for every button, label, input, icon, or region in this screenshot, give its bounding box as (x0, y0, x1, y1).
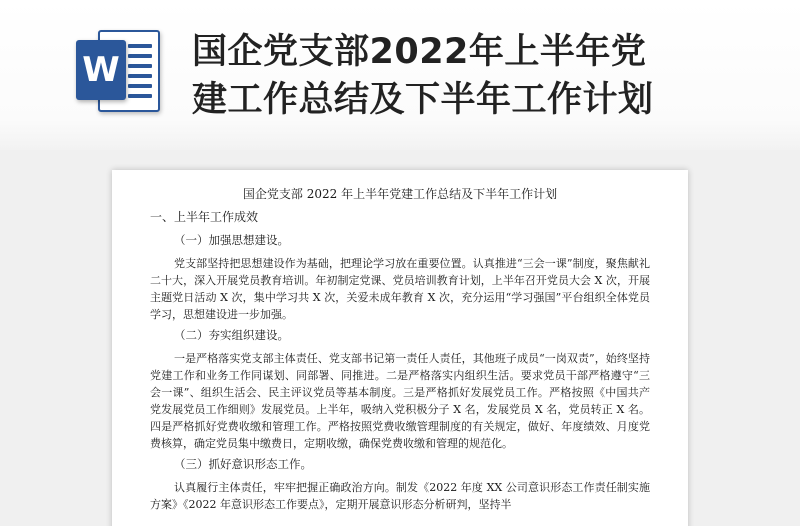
subsection-heading-3: （三）抓好意识形态工作。 (174, 457, 312, 471)
page-title (192, 28, 712, 124)
page-title-line-1: 国企党支部2022年上半年党 (192, 32, 647, 72)
subsection-heading-1: （一）加强思想建设。 (174, 233, 289, 247)
paragraph-2: 一是严格落实党支部主体责任、党支部书记第一责任人责任，其他班子成员“一岗双责”，始终坚持党建工作和业务工作同谋划、同部署、同推进。二是严格落实内组织生活。要求党员干部严格遵守“三会一课”、组织生活会、民主评议党员等基本制度。三是严格抓好发展党员工作。严格按照《中国共产党发展党员工作细则》发展党员。上半年，吸纳入党积极分子 X 名，发展党员 X 名，党员转正 X 名。四是严格抓好党费收缴和管理工作。严格按照党费收缴管理制度的有关规定，做好、年度绩效、月度党费核算，确定党员集中缴费日，定期收缴，确保党费收缴和管理的规范化。 (150, 352, 650, 450)
header-banner (0, 0, 800, 150)
paragraph-1: 党支部坚持把思想建设作为基础，把理论学习放在重要位置。认真推进“三会一课”制度，聚焦献礼二十大，深入开展党员教育培训。年初制定党课、党员培训教育计划，上半年召开党员大会 X 次，开展主题党日活动 X 次，集中学习共 X 次，关爱未成年教育 X 次，充分运用“学习强国”平台组织全体党员学习，思想建设进一步加强。 (150, 257, 650, 321)
subsection-heading-2: （二）夯实组织建设。 (174, 328, 289, 342)
document-title: 国企党支部 2022 年上半年党建工作总结及下半年工作计划 (242, 187, 558, 201)
paragraph-3: 认真履行主体责任，牢牢把握正确政治方向。制发《2022 年度 XX 公司意识形态工作责任制实施方案》《2022 年意识形态工作要点》，定期开展意识形态分析研判，坚持半 (150, 481, 650, 511)
page-title-line-2: 建工作总结及下半年工作计划 (192, 80, 654, 120)
document-body (150, 184, 650, 517)
word-badge-icon: W (76, 40, 126, 100)
section-heading: 一、上半年工作成效 (150, 210, 259, 224)
word-icon (76, 26, 168, 116)
